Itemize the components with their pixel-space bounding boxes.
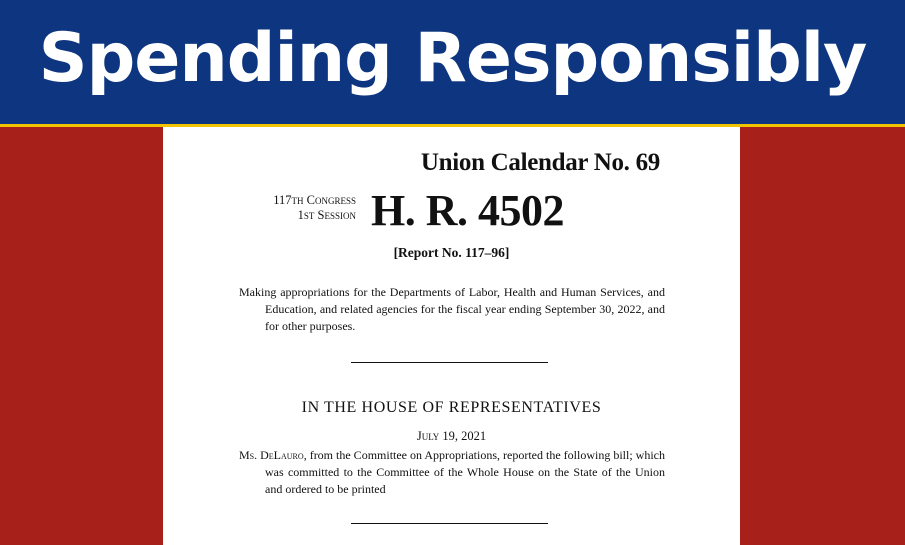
committee-action-text bbox=[239, 447, 665, 498]
sponsor-name: Ms. DeLauro bbox=[239, 448, 304, 462]
union-calendar-number: Union Calendar No. 69 bbox=[420, 149, 660, 176]
committee-action-paragraph bbox=[239, 447, 665, 498]
title-banner bbox=[0, 0, 905, 124]
bill-title-paragraph bbox=[239, 284, 665, 335]
divider-rule-top bbox=[351, 362, 548, 363]
session-label: 1st Session bbox=[297, 208, 356, 222]
congress-label: 117th Congress bbox=[273, 193, 356, 207]
house-heading: IN THE HOUSE OF REPRESENTATIVES bbox=[301, 399, 602, 416]
bill-title-text: Making appropriations for the Departments of Labor, Health and Human Services, and Education, and related agencies for the fiscal year ending September 30, 2022, and for other purposes. bbox=[239, 285, 665, 333]
action-date: July 19, 2021 bbox=[416, 429, 487, 443]
divider-rule-bottom bbox=[351, 523, 548, 524]
report-number: [Report No. 117–96] bbox=[393, 245, 510, 260]
banner-title: Spending Responsibly bbox=[38, 19, 867, 98]
action-text: , from the Committee on Appropriations, reported the following bill; which was committed to the Committee of the Whole House on the State of the Union and ordered to be printed bbox=[265, 448, 666, 496]
bill-number: H. R. 4502 bbox=[371, 186, 564, 235]
bill-document bbox=[163, 127, 740, 545]
congress-session bbox=[238, 193, 356, 223]
